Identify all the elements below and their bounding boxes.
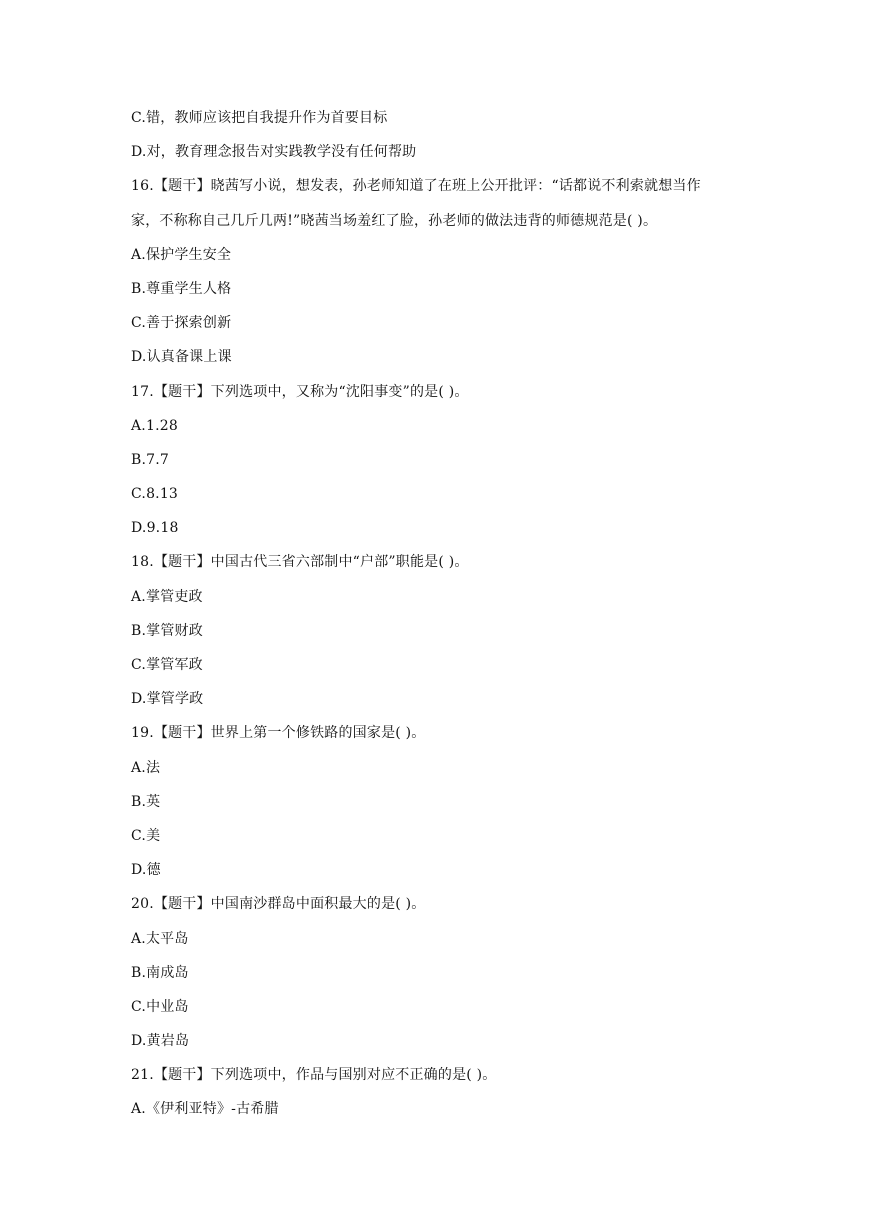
option-line: B.南成岛 (131, 964, 189, 981)
option-line: A.法 (131, 759, 161, 776)
option-line: A.保护学生安全 (131, 246, 232, 263)
option-line: A.掌管吏政 (131, 588, 203, 605)
option-line: C.中业岛 (131, 998, 189, 1015)
option-line: B.尊重学生人格 (131, 280, 232, 297)
option-line: D.9.18 (131, 520, 179, 537)
option-line: C.善于探索创新 (131, 315, 232, 332)
question-stem-17: 17.【题干】下列选项中，又称为“沈阳事变”的是( )。 (131, 383, 469, 400)
question-stem-16-cont: 家，不称称自己几斤几两!”晓茜当场羞红了脸，孙老师的做法违背的师德规范是( )。 (131, 212, 658, 229)
option-line: B.英 (131, 793, 161, 810)
document-page (131, 108, 741, 1134)
option-line: C.8.13 (131, 486, 179, 503)
option-line: D.德 (131, 862, 161, 879)
question-stem-20: 20.【题干】中国南沙群岛中面积最大的是( )。 (131, 896, 426, 913)
option-line: D.对，教育理念报告对实践教学没有任何帮助 (131, 144, 417, 161)
option-line: D.认真备课上课 (131, 349, 232, 366)
question-stem-16: 16.【题干】晓茜写小说，想发表，孙老师知道了在班上公开批评：“话都说不利索就想当作 (131, 178, 701, 195)
question-stem-18: 18.【题干】中国古代三省六部制中“户部”职能是( )。 (131, 554, 469, 571)
option-line: B.掌管财政 (131, 622, 203, 639)
option-line: D.黄岩岛 (131, 1033, 190, 1050)
question-stem-19: 19.【题干】世界上第一个修铁路的国家是( )。 (131, 725, 426, 742)
option-line: C.美 (131, 827, 161, 844)
option-line: D.掌管学政 (131, 691, 204, 708)
option-line: A.1.28 (131, 417, 178, 434)
option-line: A.《伊利亚特》-古希腊 (131, 1101, 279, 1118)
option-line: C.错，教师应该把自我提升作为首要目标 (131, 110, 388, 126)
option-line: A.太平岛 (131, 930, 189, 947)
question-stem-21: 21.【题干】下列选项中，作品与国别对应不正确的是( )。 (131, 1067, 497, 1084)
option-line: C.掌管军政 (131, 657, 203, 673)
option-line: B.7.7 (131, 451, 170, 468)
